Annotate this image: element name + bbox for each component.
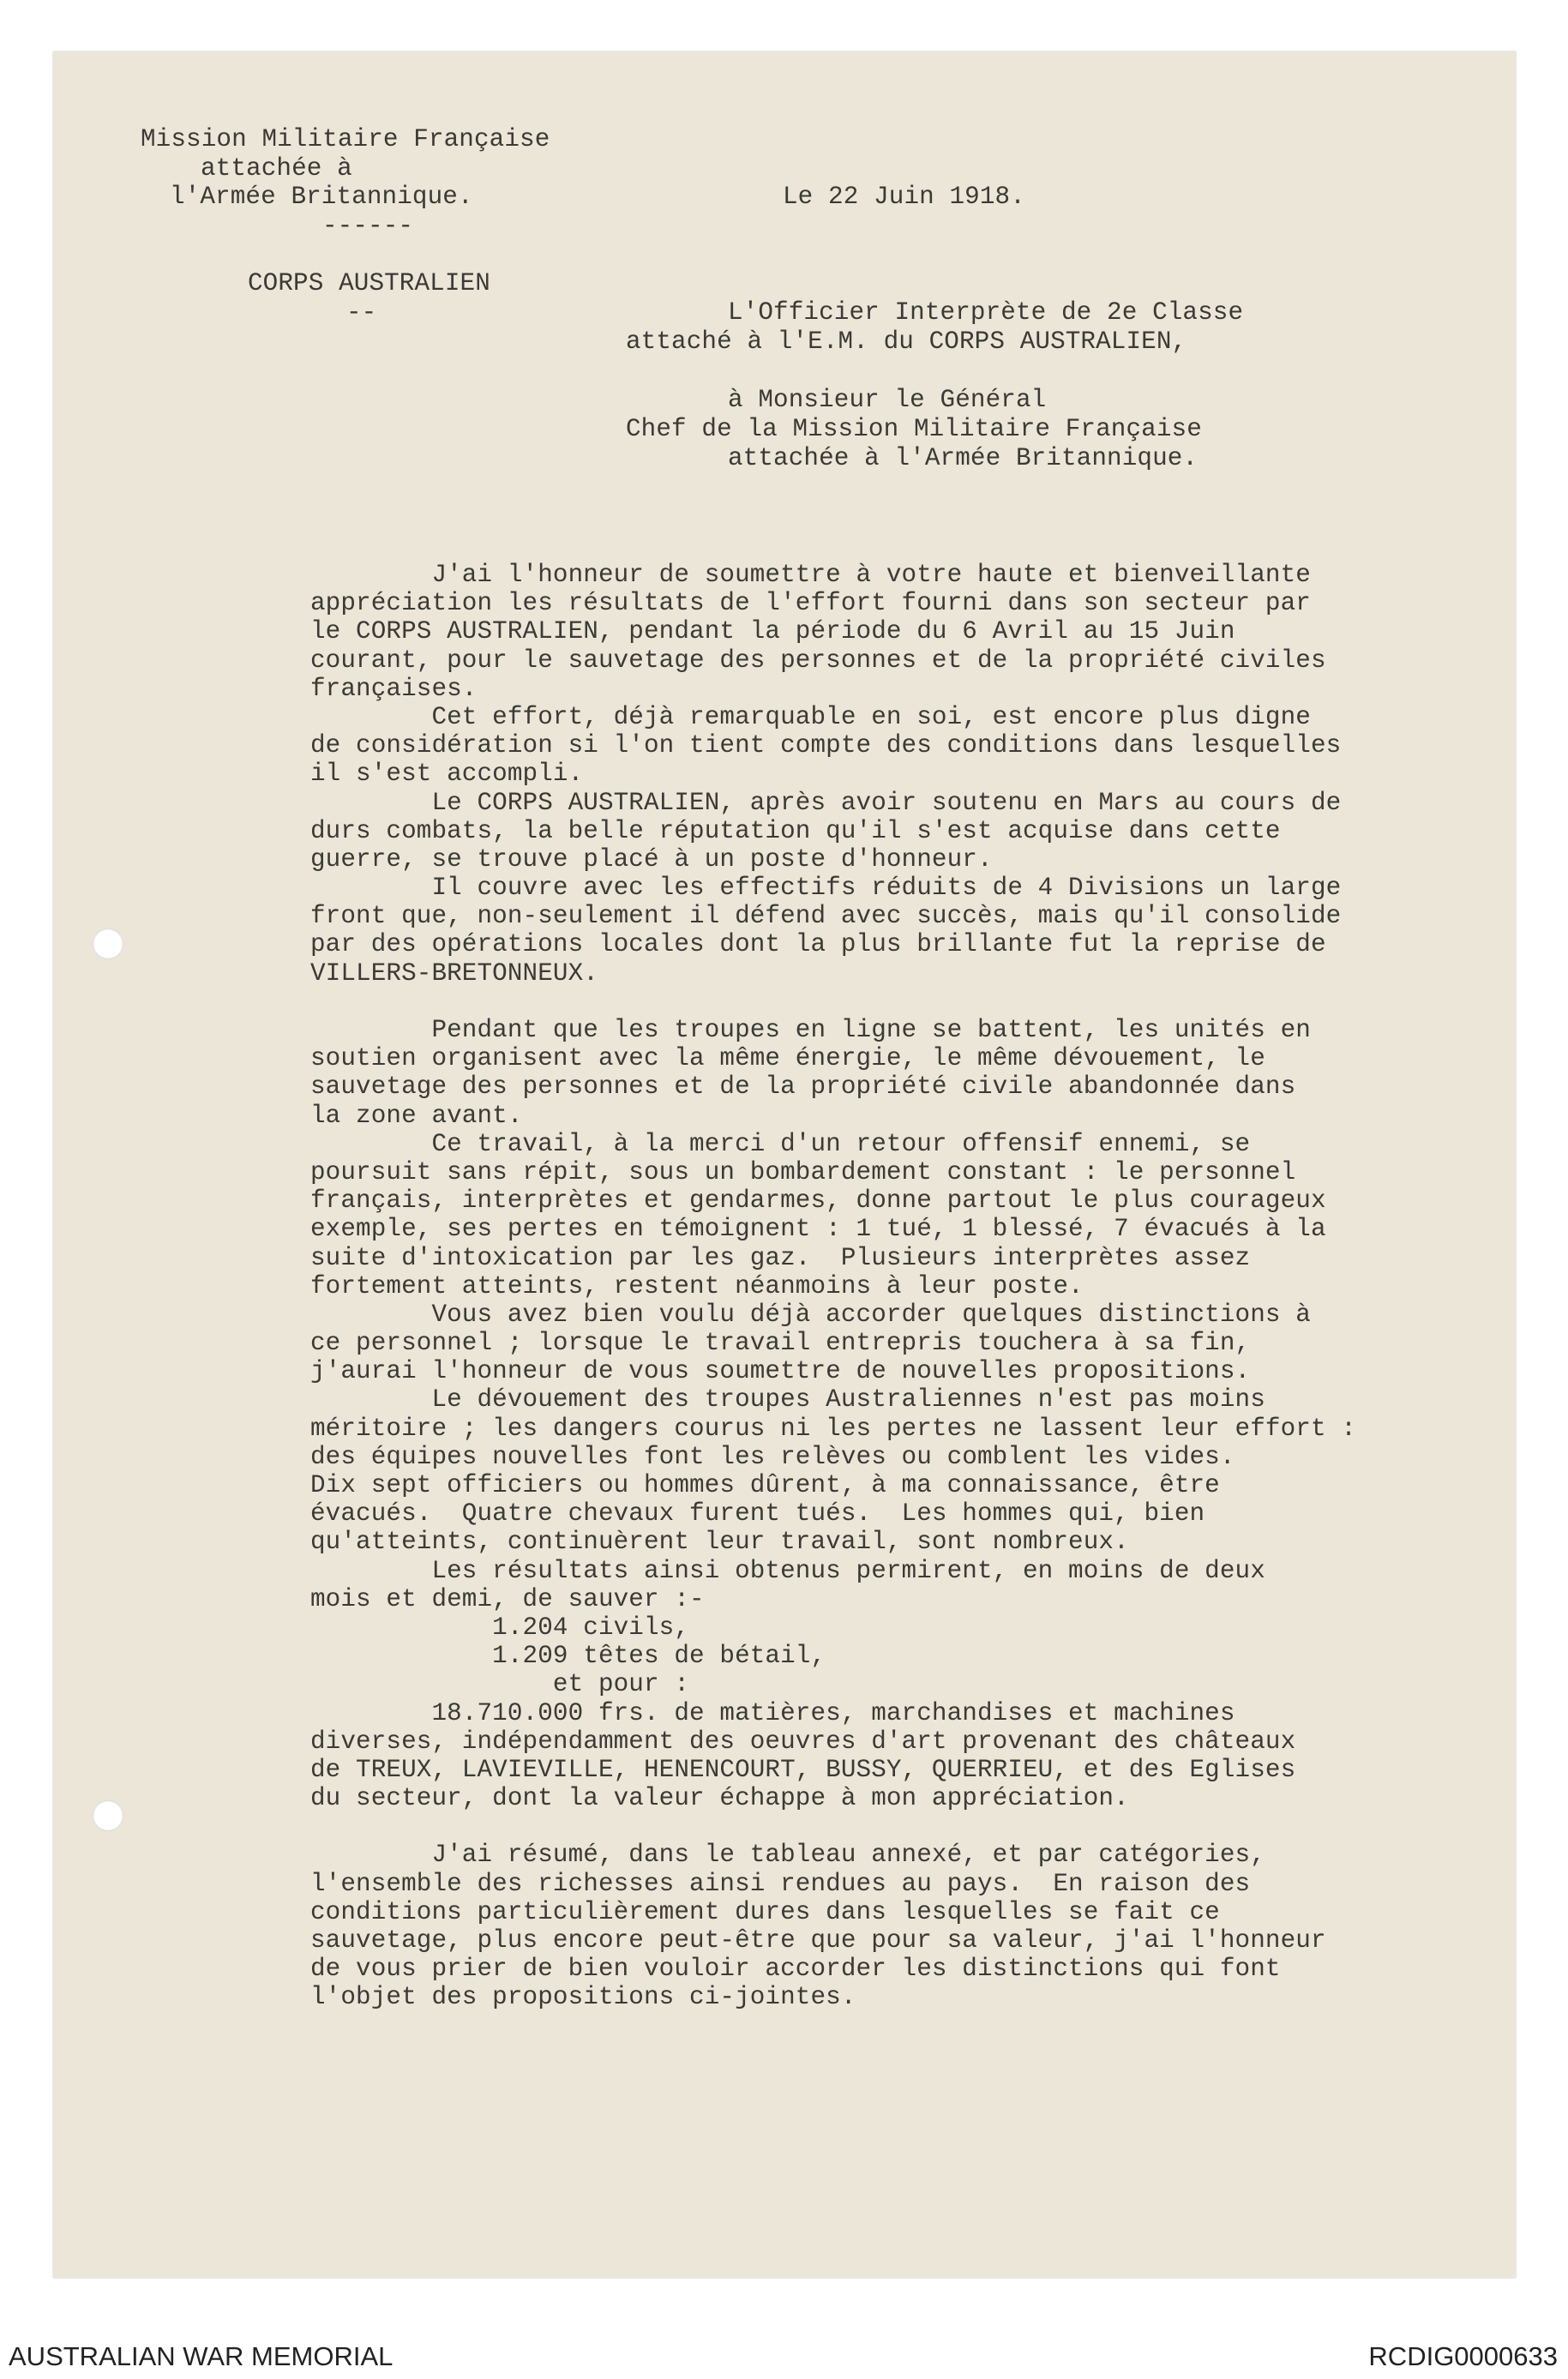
body-line: évacués. Quatre chevaux furent tués. Les hommes qui, bien xyxy=(310,1499,1205,1529)
body-line: de vous prier de bien vouloir accorder les distinctions qui font xyxy=(310,1955,1281,1984)
archive-reference: RCDIG0000633 xyxy=(1368,2341,1558,2371)
body-line: de considération si l'on tient compte des conditions dans lesquelles xyxy=(310,731,1342,760)
recipient-line: attachée à l'Armée Britannique. xyxy=(728,444,1199,472)
recipient-line: à Monsieur le Général xyxy=(728,386,1047,414)
body-line xyxy=(310,1812,1356,1841)
body-line: Le dévouement des troupes Australiennes n'est pas moins xyxy=(310,1385,1265,1415)
body-line: courant, pour le sauvetage des personnes et de la propriété civiles xyxy=(310,646,1326,675)
body-line: Le CORPS AUSTRALIEN, après avoir soutenu en Mars au cours de xyxy=(310,788,1342,817)
body-line: méritoire ; les dangers courus ni les pertes ne lassent leur effort : xyxy=(310,1414,1356,1443)
letter-body xyxy=(310,561,1356,2012)
body-line: la zone avant. xyxy=(310,1101,523,1130)
body-line: guerre, se trouve placé à un poste d'honneur. xyxy=(310,844,993,874)
body-line: diverses, indépendamment des oeuvres d'art provenant des châteaux xyxy=(310,1727,1296,1756)
body-line: j'aurai l'honneur de vous soumettre de nouvelles propositions. xyxy=(310,1357,1251,1386)
punch-hole xyxy=(93,1800,123,1831)
letter-date: Le 22 Juin 1918. xyxy=(783,183,1025,211)
body-line: l'objet des propositions ci-jointes. xyxy=(310,1983,856,2012)
body-line: 1.204 civils, xyxy=(310,1613,690,1642)
body-line xyxy=(310,988,1356,1016)
body-line: il s'est accompli. xyxy=(310,760,584,789)
letterhead-org-line: l'Armée Britannique. xyxy=(170,183,473,211)
body-line: Dix sept officiers ou hommes dûrent, à ma connaissance, être xyxy=(310,1471,1220,1499)
letter-body-lines xyxy=(310,561,1356,2012)
body-line: qu'atteints, continuèrent leur travail, sont nombreux. xyxy=(310,1528,1129,1557)
body-line: le CORPS AUSTRALIEN, pendant la période du 6 Avril au 15 Juin xyxy=(310,617,1235,646)
letterhead-org-line: Mission Militaire Française xyxy=(141,125,550,153)
body-line: sauvetage, plus encore peut-être que pour sa valeur, j'ai l'honneur xyxy=(310,1926,1326,1955)
body-line: conditions particulièrement dures dans lesquelles se fait ce xyxy=(310,1897,1220,1926)
sender-line: L'Officier Interprète de 2e Classe xyxy=(728,298,1244,327)
body-line: 18.710.000 frs. de matières, marchandises et machines xyxy=(310,1698,1235,1727)
body-line: 1.209 têtes de bétail, xyxy=(310,1642,826,1671)
letterhead-org-line: attachée à xyxy=(201,154,352,183)
body-line: de TREUX, LAVIEVILLE, HENENCOURT, BUSSY, QUERRIEU, et des Eglises xyxy=(310,1755,1296,1784)
body-line: Ce travail, à la merci d'un retour offensif ennemi, se xyxy=(310,1129,1251,1158)
body-line: françaises. xyxy=(310,674,478,703)
body-line: mois et demi, de sauver :- xyxy=(310,1584,705,1613)
archive-caption: AUSTRALIAN WAR MEMORIAL xyxy=(9,2341,394,2371)
body-line: des équipes nouvelles font les relèves ou comblent les vides. xyxy=(310,1442,1235,1471)
body-line: Vous avez bien voulu déjà accorder quelques distinctions à xyxy=(310,1300,1311,1329)
corps-dashes: -- xyxy=(346,298,377,327)
body-line: du secteur, dont la valeur échappe à mon appréciation. xyxy=(310,1784,1129,1813)
body-line: J'ai résumé, dans le tableau annexé, et par catégories, xyxy=(310,1841,1265,1870)
body-line: exemple, ses pertes en témoignent : 1 tué, 1 blessé, 7 évacués à la xyxy=(310,1215,1326,1244)
body-line: sauvetage des personnes et de la propriété civile abandonnée dans xyxy=(310,1072,1296,1102)
corps-heading: CORPS AUSTRALIEN xyxy=(248,269,490,297)
body-line: français, interprètes et gendarmes, donne partout le plus courageux xyxy=(310,1186,1326,1216)
body-line: suite d'intoxication par les gaz. Plusieurs interprètes assez xyxy=(310,1243,1251,1272)
punch-hole xyxy=(93,928,123,959)
body-line: par des opérations locales dont la plus brillante fut la reprise de xyxy=(310,930,1326,959)
body-line: Pendant que les troupes en ligne se battent, les unités en xyxy=(310,1016,1311,1044)
body-line: front que, non-seulement il défend avec succès, mais qu'il consolide xyxy=(310,902,1342,931)
recipient-line: Chef de la Mission Militaire Française xyxy=(626,415,1202,443)
body-line: appréciation les résultats de l'effort fourni dans son secteur par xyxy=(310,589,1311,618)
body-line: J'ai l'honneur de soumettre à votre haute et bienveillante xyxy=(310,561,1311,589)
letterhead-dashes: ------ xyxy=(322,212,414,240)
body-line: poursuit sans répit, sous un bombardement constant : le personnel xyxy=(310,1157,1296,1186)
body-line: durs combats, la belle réputation qu'il s'est acquise dans cette xyxy=(310,816,1281,845)
body-line: Cet effort, déjà remarquable en soi, est encore plus digne xyxy=(310,702,1311,731)
body-line: et pour : xyxy=(310,1670,690,1699)
body-line: Il couvre avec les effectifs réduits de 4 Divisions un large xyxy=(310,874,1342,903)
body-line: soutien organisent avec la même énergie, le même dévouement, le xyxy=(310,1044,1265,1073)
body-line: VILLERS-BRETONNEUX. xyxy=(310,958,598,988)
body-line: ce personnel ; lorsque le travail entrepris touchera à sa fin, xyxy=(310,1329,1251,1358)
body-line: l'ensemble des richesses ainsi rendues au pays. En raison des xyxy=(310,1869,1251,1898)
sender-line: attaché à l'E.M. du CORPS AUSTRALIEN, xyxy=(626,327,1187,356)
body-line: fortement atteints, restent néanmoins à leur poste. xyxy=(310,1271,1084,1301)
body-line: Les résultats ainsi obtenus permirent, en moins de deux xyxy=(310,1556,1265,1585)
